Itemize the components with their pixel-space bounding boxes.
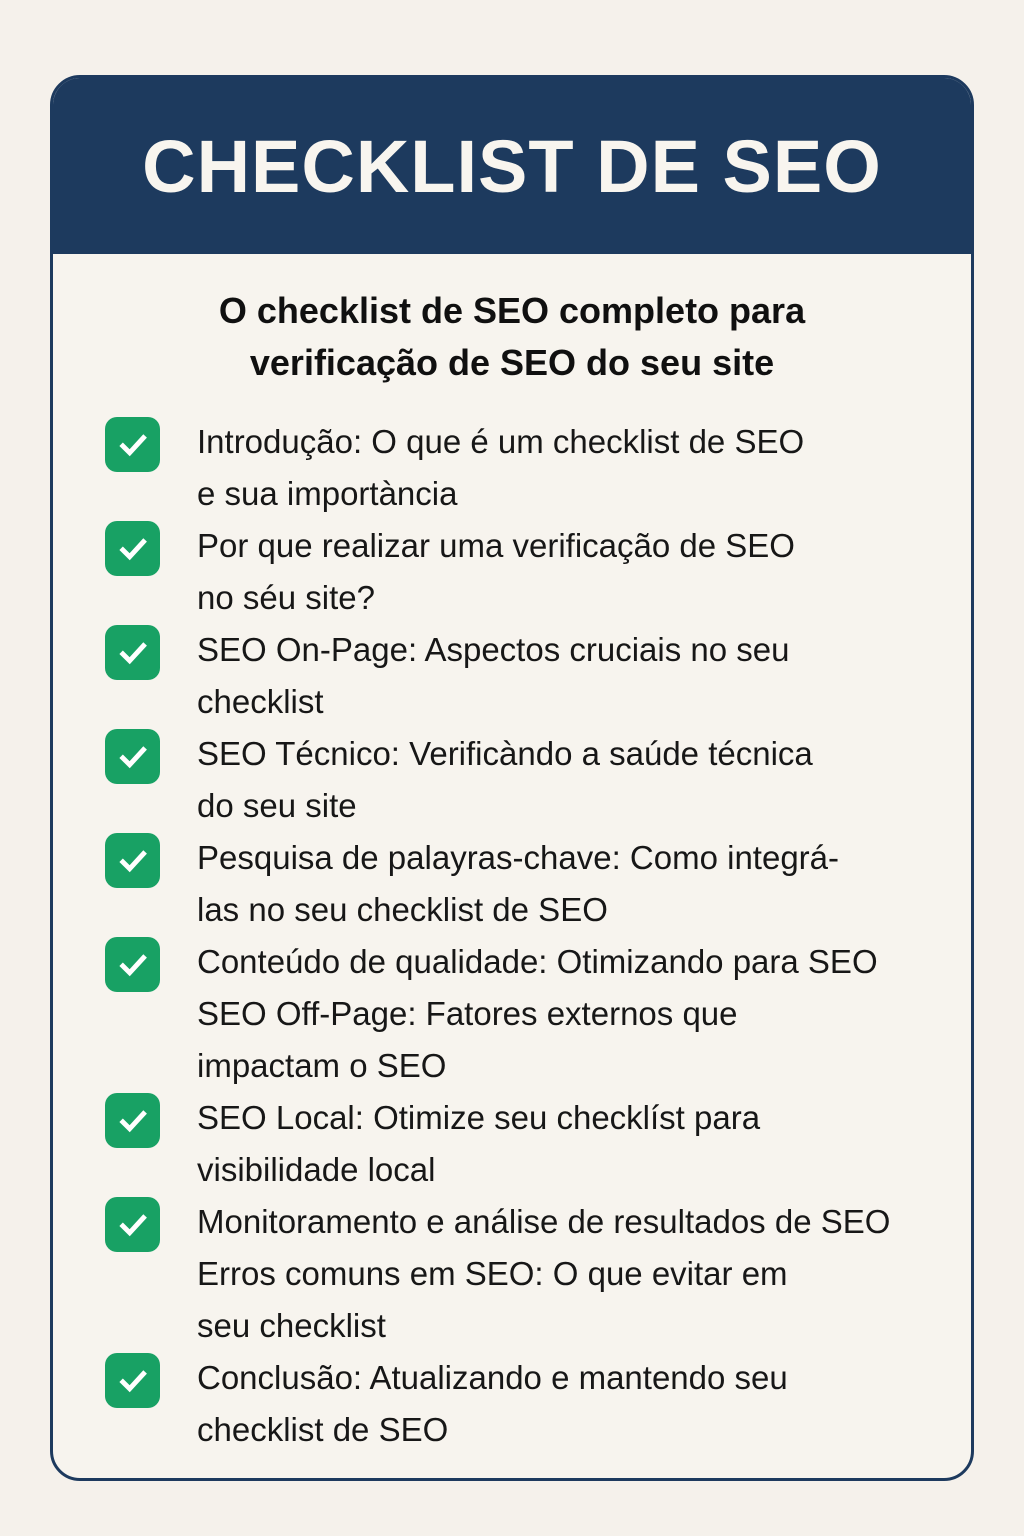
checkbox-checked — [105, 833, 160, 888]
card-header — [53, 78, 971, 254]
checklist-item-label — [197, 624, 789, 728]
checkmark-icon — [114, 1206, 152, 1244]
checklist-item-label — [197, 416, 804, 520]
checklist-item-line: no séu site? — [197, 579, 375, 616]
checkbox-checked — [105, 1197, 160, 1252]
checklist-item-line: Por que realizar uma verificação de SEO — [197, 527, 795, 564]
checklist-item-line: SEO On-Page: Aspectos cruciais no seu — [197, 631, 790, 668]
checklist-item-label — [197, 520, 795, 624]
checklist-item-line: checklist — [197, 683, 324, 720]
checklist-item — [105, 832, 951, 936]
checkmark-icon — [114, 1362, 152, 1400]
checkmark-icon — [114, 530, 152, 568]
checklist-item — [105, 1248, 951, 1352]
checklist-item-line: Conclusão: Atualizando e mantendo seu — [197, 1359, 788, 1396]
checkmark-icon — [114, 634, 152, 672]
checklist-item-line: Conteúdo de qualidade: Otimizando para SEO — [197, 943, 878, 980]
checklist-item-line: seu checklist — [197, 1307, 386, 1344]
checklist-card — [50, 75, 974, 1481]
checkmark-icon — [114, 426, 152, 464]
checkmark-icon — [114, 842, 152, 880]
checklist-item-line: visibilidade local — [197, 1151, 436, 1188]
checklist-item — [105, 416, 951, 520]
checklist-item-line: Erros comuns em SEO: O que evitar em — [197, 1255, 788, 1292]
checklist-item-label — [197, 988, 738, 1092]
checklist-item — [105, 1352, 951, 1456]
checklist-item — [105, 1196, 951, 1248]
checklist-item-line: SEO Off-Page: Fatores externos que — [197, 995, 738, 1032]
checkmark-icon — [114, 946, 152, 984]
checklist-item-line: SEO Técnico: Verificàndo a saúde técnica — [197, 735, 813, 772]
intro-line: O checklist de SEO completo para — [218, 290, 806, 331]
checklist-item-label — [197, 1352, 788, 1456]
checklist-item-line: Monitoramento e análise de resultados de SEO — [197, 1203, 891, 1240]
checkbox-checked — [105, 729, 160, 784]
checklist-item-line: Introdução: O que é um checklist de SEO — [197, 423, 805, 460]
checklist-item-label — [197, 1196, 890, 1248]
checkbox-checked — [105, 1353, 160, 1408]
checklist-item — [105, 520, 951, 624]
checklist-item-label — [197, 936, 878, 988]
checkbox-checked — [105, 521, 160, 576]
checklist-item — [105, 728, 951, 832]
checkbox-checked — [105, 625, 160, 680]
checklist-item-line: e sua importància — [197, 475, 458, 512]
checklist — [53, 416, 971, 1456]
checkmark-icon — [114, 738, 152, 776]
checklist-item-label — [197, 1248, 788, 1352]
page-title: CHECKLIST DE SEO — [142, 124, 882, 208]
checklist-item-line: checklist de SEO — [197, 1411, 449, 1448]
intro-text — [53, 285, 971, 389]
checklist-item-line: do seu site — [197, 787, 357, 824]
checkmark-icon — [114, 1102, 152, 1140]
checklist-item — [105, 988, 951, 1092]
checklist-item — [105, 624, 951, 728]
checklist-item-line: las no seu checklist de SEO — [197, 891, 608, 928]
checklist-item-label — [197, 832, 839, 936]
checklist-item-label — [197, 728, 813, 832]
checklist-item-line: impactam o SEO — [197, 1047, 447, 1084]
checklist-item-line: SEO Local: Otimize seu checklíst para — [197, 1099, 761, 1136]
checklist-item — [105, 936, 951, 988]
intro-line: verificação de SEO do seu site — [249, 342, 775, 383]
checklist-item-label — [197, 1092, 760, 1196]
checklist-item-line: Pesquisa de palayras-chave: Como integrá- — [197, 839, 840, 876]
checkbox-checked — [105, 937, 160, 992]
checkbox-checked — [105, 1093, 160, 1148]
checklist-item — [105, 1092, 951, 1196]
checkbox-checked — [105, 417, 160, 472]
